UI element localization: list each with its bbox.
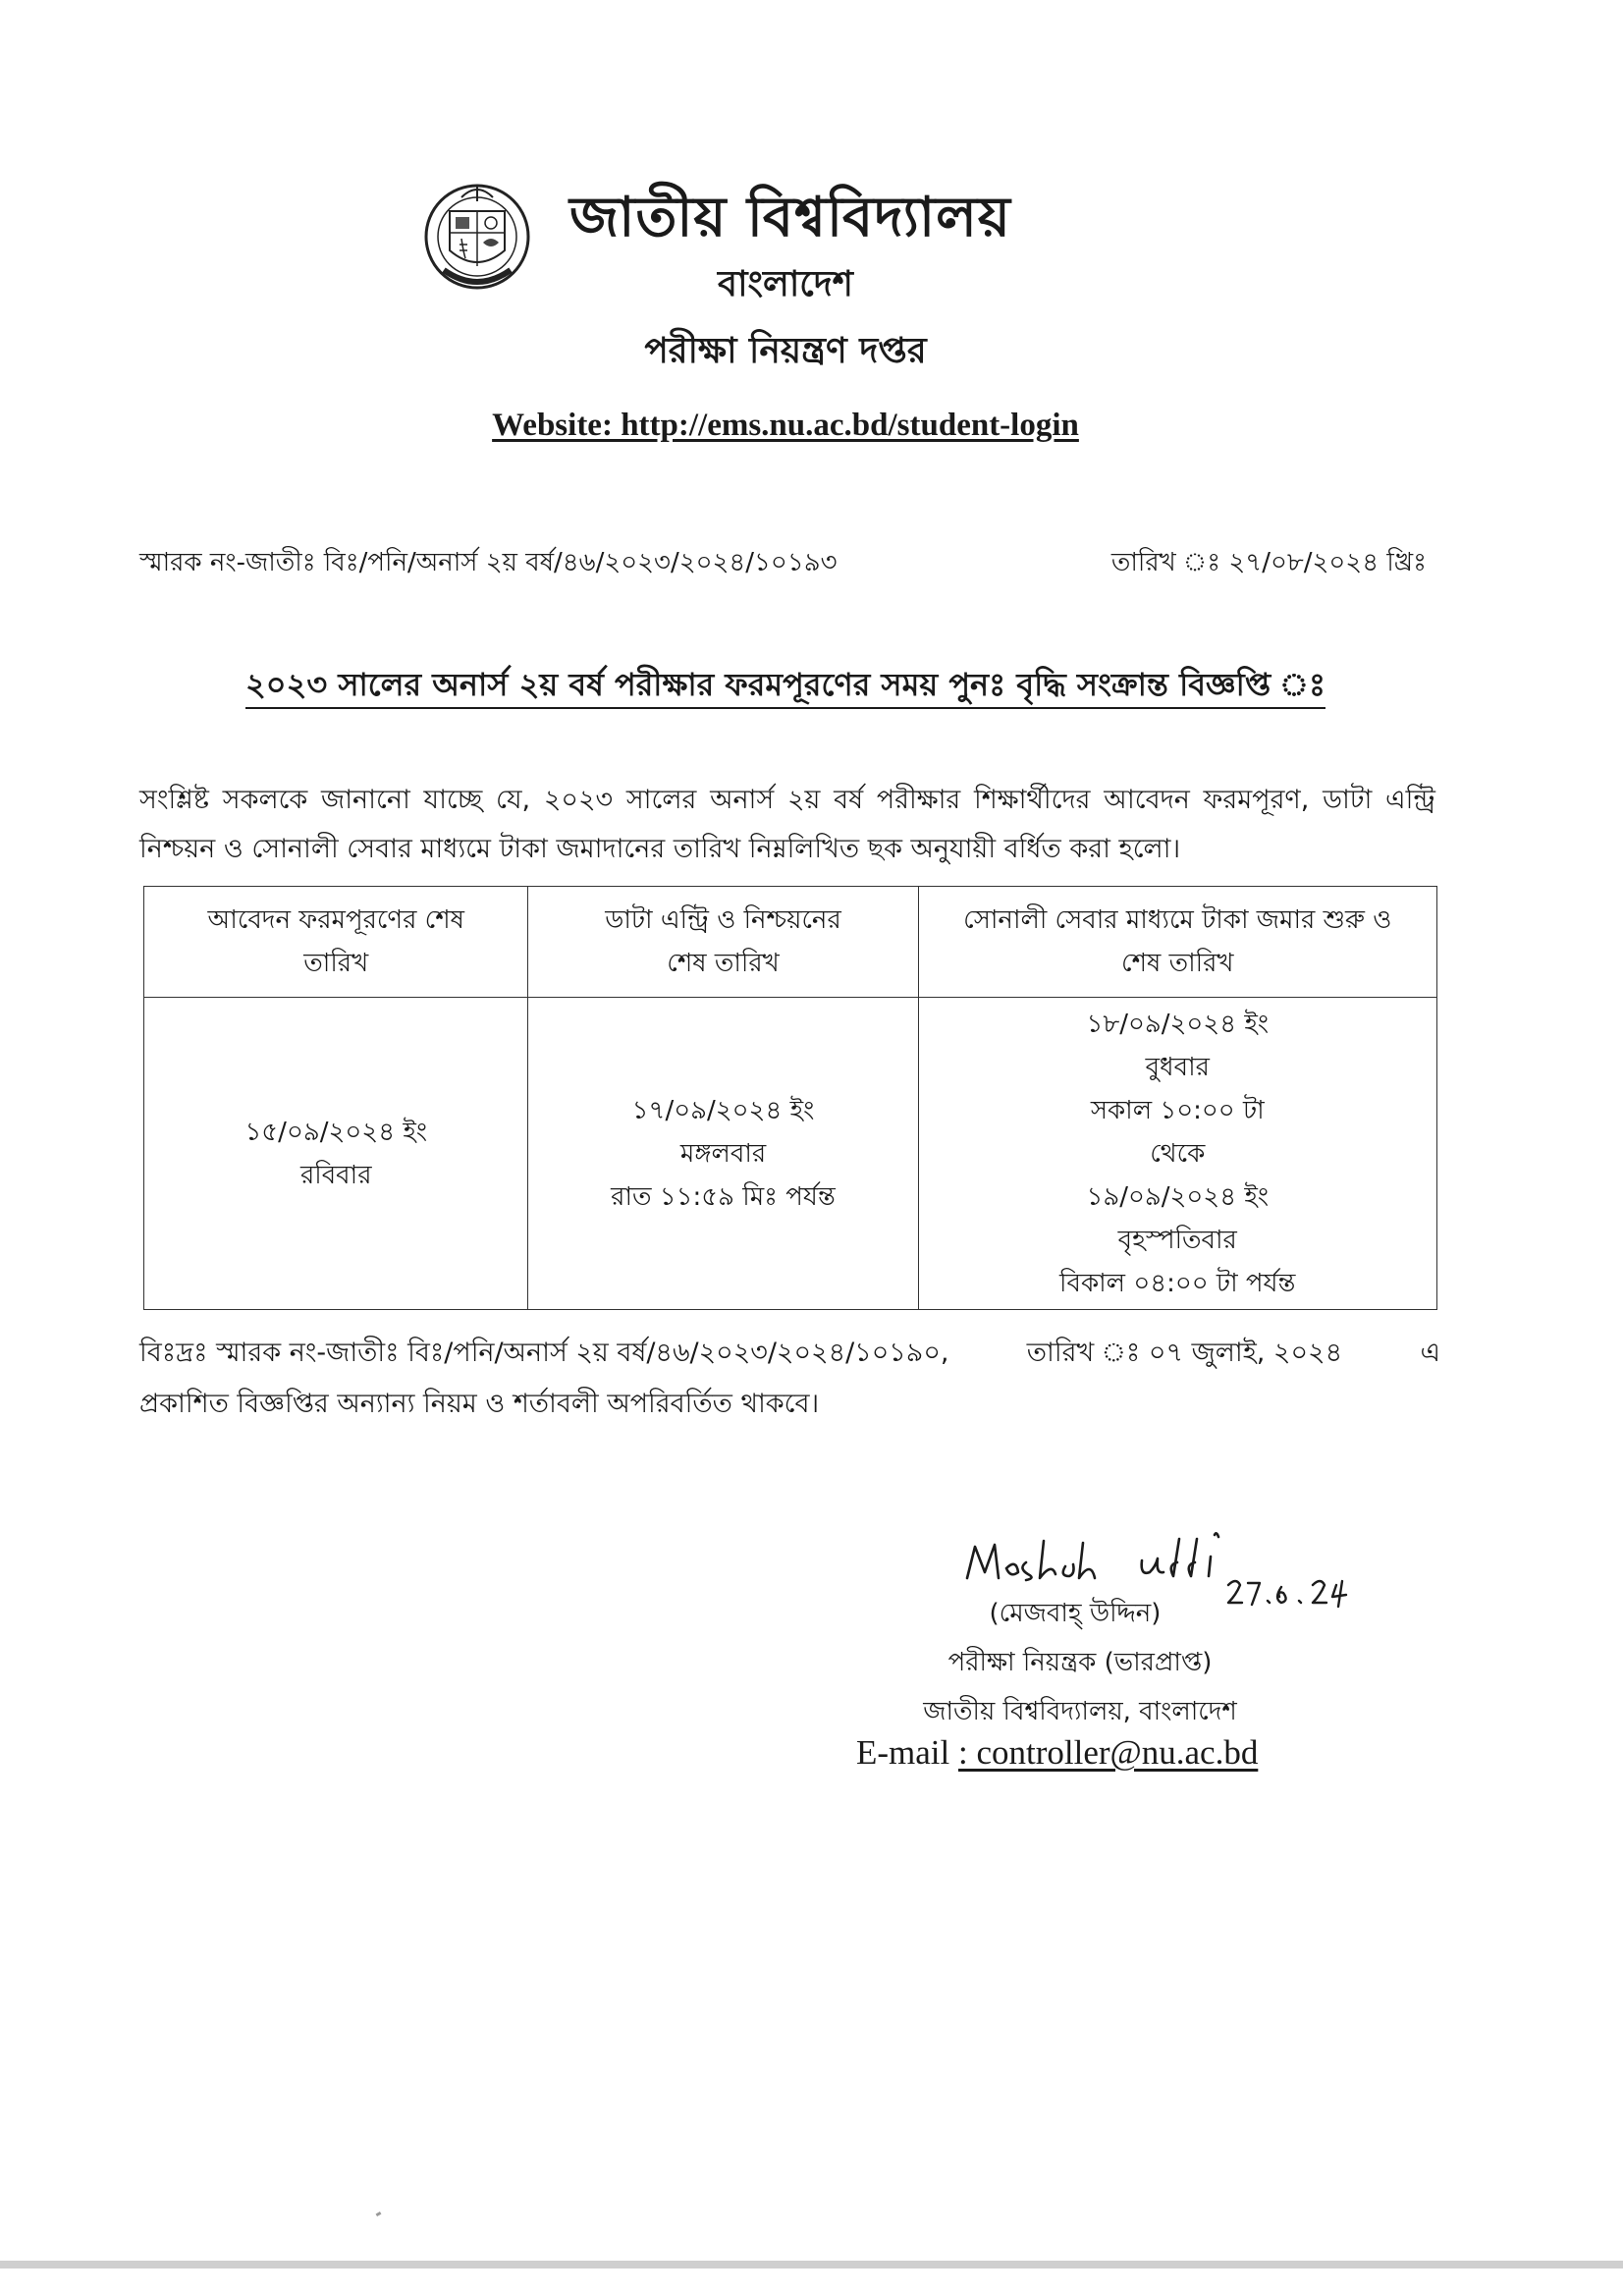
scan-speck [376, 2212, 382, 2216]
header-payment-window: সোনালী সেবার মাধ্যমে টাকা জমার শুরু ও শেষ তারিখ [918, 887, 1436, 998]
note-reference: বিঃদ্রঃ স্মারক নং-জাতীঃ বিঃ/পনি/অনার্স ২য় বর্ষ/৪৬/২০২৩/২০২৪/১০১৯০, [139, 1338, 949, 1368]
schedule-table [143, 886, 1437, 1310]
country-name: বাংলাদেশ [718, 264, 853, 304]
signatory-name: (মেজবাহ্ উদ্দিন) [989, 1599, 1162, 1628]
scan-edge-line [0, 2261, 1623, 2269]
signatory-email [856, 1733, 1258, 1773]
notice-subject [0, 660, 1571, 713]
table-row [144, 998, 1437, 1310]
memo-number: স্মারক নং-জাতীঃ বিঃ/পনি/অনার্স ২য় বর্ষ/৪৬/২০২৩/২০২৪/১০১৯৩ [139, 548, 838, 577]
subject-text: ২০২৩ সালের অনার্স ২য় বর্ষ পরীক্ষার ফরমপূরণের সময় পুনঃ বৃদ্ধি সংক্রান্ত বিজ্ঞপ্তি ঃ [245, 666, 1325, 709]
cell-payment-window: ১৮/০৯/২০২৪ ইং বুধবার সকাল ১০:০০ টা থেকে ১৯/০৯/২০২৪ ইং বৃহস্পতিবার বিকাল ০৪:০০ টা পর্যন্ত [918, 998, 1436, 1310]
note-suffix: এ [1420, 1338, 1440, 1368]
note-date: তারিখ ঃ ০৭ জুলাই, ২০২৪ [1026, 1338, 1343, 1368]
note-line-2: প্রকাশিত বিজ্ঞপ্তির অন্যান্য নিয়ম ও শর্তাবলী অপরিবর্তিত থাকবে। [139, 1389, 820, 1419]
note-section [139, 1328, 1440, 1430]
signatory-organization: জাতীয় বিশ্ববিদ্যালয়, বাংলাদেশ [923, 1697, 1237, 1726]
header-data-entry-deadline: ডাটা এন্ট্রি ও নিশ্চয়নের শেষ তারিখ [528, 887, 918, 998]
email-label: E-mail [856, 1733, 950, 1772]
issue-date: তারিখ ঃ ২৭/০৮/২০২৪ খ্রিঃ [1110, 548, 1427, 577]
header-form-fillup-deadline: আবেদন ফরমপূরণের শেষ তারিখ [144, 887, 528, 998]
handwritten-sign-date [1222, 1569, 1370, 1618]
cell-data-entry-deadline: ১৭/০৯/২০২৪ ইং মঙ্গলবার রাত ১১:৫৯ মিঃ পর্যন্ত [528, 998, 918, 1310]
website-link[interactable]: Website: http://ems.nu.ac.bd/student-login [492, 408, 1079, 443]
cell-form-fillup-deadline: ১৫/০৯/২০২৪ ইং রবিবার [144, 998, 528, 1310]
signatory-title: পরীক্ষা নিয়ন্ত্রক (ভারপ্রাপ্ত) [947, 1648, 1213, 1677]
office-name: পরীক্ষা নিয়ন্ত্রণ দপ্তর [644, 331, 927, 371]
note-line-1 [139, 1328, 1440, 1379]
notice-body: সংশ্লিষ্ট সকলকে জানানো যাচ্ছে যে, ২০২৩ সালের অনার্স ২য় বর্ষ পরীক্ষার শিক্ষার্থীদের আবেদন ফরমপূরণ, ডাটা এন্ট্রি নিশ্চয়ন ও সোনালী সেবার মাধ্যমে টাকা জমাদানের তারিখ নিম্নলিখিত ছক অনুযায়ী বর্ধিত করা হলো। [139, 785, 1435, 864]
university-name: জাতীয় বিশ্ববিদ্যালয় [569, 186, 1011, 249]
email-address[interactable]: : controller@nu.ac.bd [958, 1733, 1259, 1772]
table-header-row [144, 887, 1437, 998]
